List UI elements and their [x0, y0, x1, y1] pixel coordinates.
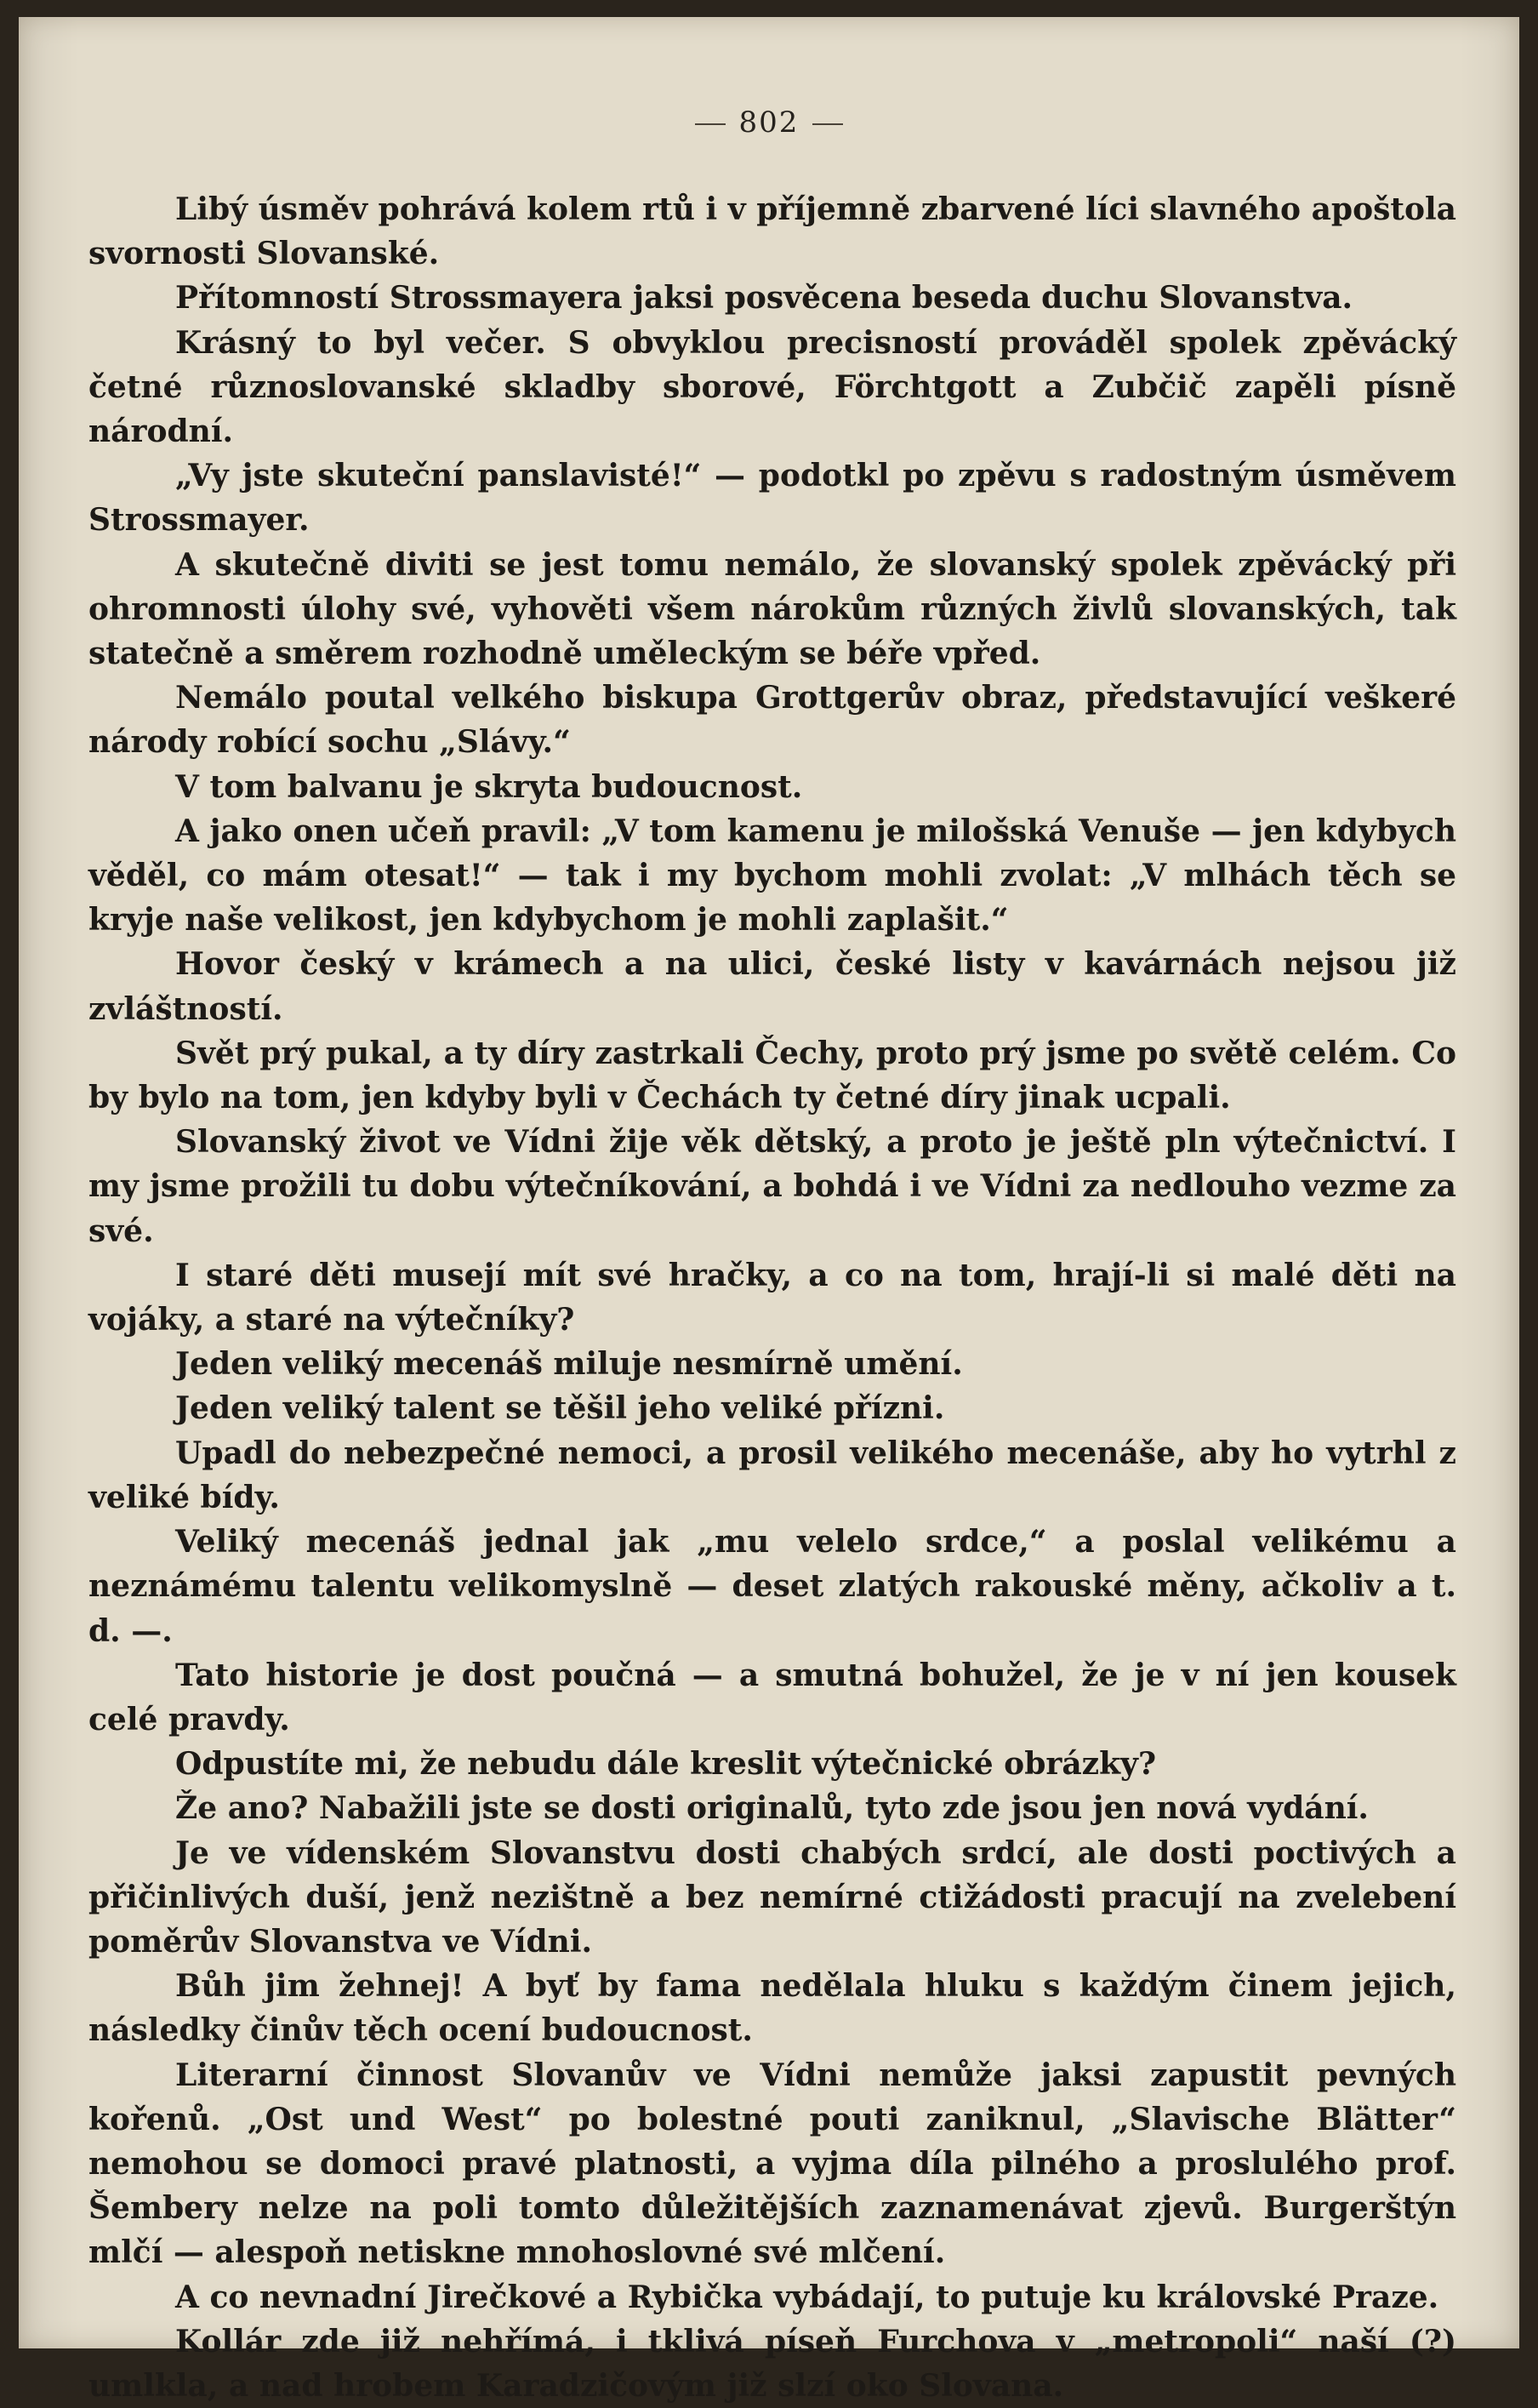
paragraph: I staré děti musejí mít své hračky, a co na tom, hrají-li si malé děti na vojáky, a staré na výtečníky? [88, 1257, 1456, 1338]
paragraph: Libý úsměv pohrává kolem rtů i v příjemně zbarvené líci slavného apoštola svornosti Slovanské. [88, 191, 1456, 272]
paragraph: Slovanský život ve Vídni žije věk dětský, a proto je ještě pln výtečnictví. I my jsme prožili tu dobu výtečníkování, a bohdá i ve Vídni za nedlouho vezme za své. [88, 1124, 1456, 1249]
paragraph: A skutečně diviti se jest tomu nemálo, že slovanský spolek zpěvácký při ohromnosti úlohy své, vyhověti všem nárokům různých živlů slovanských, tak statečně a směrem rozhodně uměleckým se béře vpřed. [88, 546, 1456, 672]
paragraph: Odpustíte mi, že nebudu dále kreslit výtečnické obrázky? [175, 1746, 1157, 1783]
paragraph: „Vy jste skuteční panslavisté!“ — podotkl po zpěvu s radostným úsměvem Strossmayer. [88, 458, 1456, 539]
paragraph: Kollár zde již nehřímá, i tklivá píseň Furchova v „metropoli“ naší (?) umlkla, a nad hrobem Karadzičovým již slzí oko Slovana. [88, 2323, 1456, 2404]
paragraph: Upadl do nebezpečné nemoci, a prosil velikého mecenáše, aby ho vytrhl z veliké bídy. [88, 1435, 1456, 1515]
paragraph: Jeden veliký mecenáš miluje nesmírně umění. [175, 1346, 963, 1383]
paragraph: A co nevnadní Jirečkové a Rybička vybádají, to putuje ku královské Praze. [175, 2279, 1439, 2315]
page-number-dash-right [812, 123, 843, 125]
page-number-value: 802 [738, 106, 800, 140]
page-number-dash-left [695, 123, 726, 125]
paragraph: Že ano? Nabažili jste se dosti originalů, tyto zde jsou jen nová vydání. [175, 1790, 1369, 1827]
page-number [19, 106, 1519, 140]
paragraph: Tato historie je dost poučná — a smutná bohužel, že je v ní jen kousek celé pravdy. [88, 1657, 1456, 1738]
paragraph: V tom balvanu je skryta budoucnost. [175, 768, 803, 805]
paragraph: Literarní činnost Slovanův ve Vídni nemůže jaksi zapustit pevných kořenů. „Ost und West“ po bolestné pouti zaniknul, „Slavische Blätter“ nemohou se domoci pravé platnosti, a vyjma díla pilného a proslulého prof. Šembery nelze na poli tomto důležitějších zaznamenávat zjevů. Burgerštýn mlčí — alespoň netiskne mnohoslovné své mlčení. [88, 2057, 1456, 2271]
paragraph: Krásný to byl večer. S obvyklou precisností prováděl spolek zpěvácký četné různoslovanské skladby sborové, Förchtgott a Zubčič zapěli písně národní. [88, 324, 1456, 450]
paragraph: Hovor český v krámech a na ulici, české listy v kavárnách nejsou již zvláštností. [88, 946, 1456, 1027]
paragraph: Přítomností Strossmayera jaksi posvěcena beseda duchu Slovanstva. [175, 280, 1353, 317]
body-text [88, 187, 1456, 2408]
paragraph: Jeden veliký talent se těšil jeho veliké přízni. [175, 1390, 945, 1427]
paragraph: Veliký mecenáš jednal jak „mu velelo srdce,“ a poslal velikému a neznámému talentu velikomyslně — deset zlatých rakouské měny, ačkoliv a t. d. —. [88, 1524, 1456, 1649]
book-page [19, 17, 1519, 2404]
paragraph: Svět prý pukal, a ty díry zastrkali Čechy, proto prý jsme po světě celém. Co by bylo na tom, jen kdyby byli v Čechách ty četné díry jinak ucpali. [88, 1035, 1456, 1116]
paragraph: A jako onen učeň pravil: „V tom kamenu je milošská Venuše — jen kdybych věděl, co mám otesat!“ — tak i my bychom mohli zvolat: „V mlhách těch se kryje naše velikost, jen kdybychom je mohli zaplašit.“ [88, 813, 1456, 939]
paragraph: Je ve vídenském Slovanstvu dosti chabých srdcí, ale dosti poctivých a přičinlivých duší, jenž nezištně a bez nemírné ctižádosti pracují na zvelebení poměrův Slovanstva ve Vídni. [88, 1835, 1456, 1960]
paragraph: Nemálo poutal velkého biskupa Grottgerův obraz, představující veškeré národy robící sochu „Slávy.“ [88, 680, 1456, 761]
paragraph: Bůh jim žehnej! A byť by fama nedělala hluku s každým činem jejich, následky činův těch ocení budoucnost. [88, 1968, 1456, 2049]
